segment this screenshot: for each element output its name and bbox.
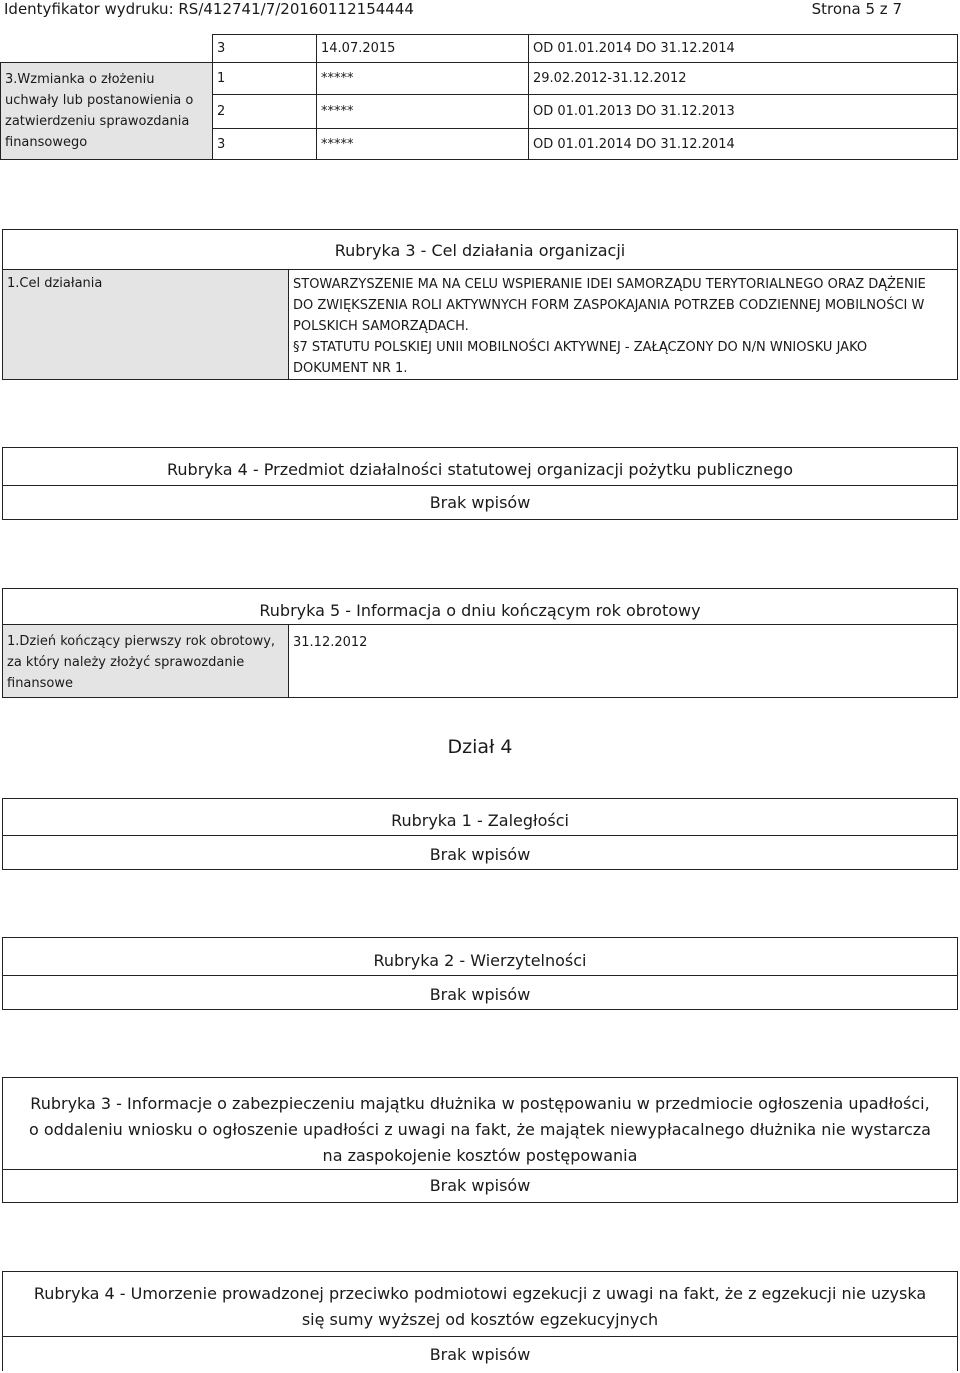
section-bankruptcy-security — [2, 1077, 958, 1203]
reports-table — [0, 34, 958, 160]
section-value: Brak wpisów — [429, 1345, 531, 1364]
table-row — [1, 35, 958, 63]
section-title: Rubryka 1 - Zaległości — [3, 799, 957, 836]
row-period: OD 01.01.2014 DO 31.12.2014 — [529, 35, 958, 63]
section-value: Brak wpisów — [429, 985, 531, 1004]
section-statutory-activity — [2, 447, 958, 520]
row-number: 1 — [213, 63, 317, 95]
section-enforcement-discontinued — [2, 1271, 958, 1371]
row-period: OD 01.01.2013 DO 31.12.2013 — [529, 95, 958, 129]
field-label: 3.Wzmianka o złożeniu uchwały lub postanowienia o zatwierdzeniu sprawozdania finansowego — [1, 63, 213, 160]
division-title: Dział 4 — [447, 736, 513, 758]
row-number: 2 — [213, 95, 317, 129]
section-arrears — [2, 798, 958, 870]
fiscal-value: 31.12.2012 — [293, 635, 368, 650]
row-period: OD 01.01.2014 DO 31.12.2014 — [529, 129, 958, 160]
goal-statute-reference: §7 STATUTU POLSKIEJ UNII MOBILNOŚCI AKTYWNEJ - ZAŁĄCZONY DO N/N WNIOSKU JAKO DOKUMENT NR 1. — [293, 340, 868, 376]
section-fiscal-year — [2, 588, 958, 698]
section-value: Brak wpisów — [429, 1176, 531, 1195]
goal-label-cell — [3, 270, 289, 379]
section-goal — [2, 229, 958, 380]
table-row — [1, 63, 958, 95]
section-title: Rubryka 4 - Przedmiot działalności statutowej organizacji pożytku publicznego — [3, 448, 957, 486]
goal-label: 1.Cel działania — [7, 276, 103, 291]
fiscal-label-cell — [3, 625, 289, 697]
row-number: 3 — [213, 35, 317, 63]
page-number: Strona 5 z 7 — [811, 0, 902, 18]
print-identifier: Identyfikator wydruku: RS/412741/7/20160112154444 — [4, 0, 414, 18]
section-title: Rubryka 5 - Informacja o dniu kończącym rok obrotowy — [3, 589, 957, 625]
section-title: Rubryka 4 - Umorzenie prowadzonej przeciwko podmiotowi egzekucji z uwagi na fakt, że z egzekucji nie uzyska się sumy wyższej od kosztów egzekucyjnych — [3, 1272, 957, 1337]
row-mark: ***** — [317, 129, 529, 160]
goal-text — [293, 274, 943, 379]
section-receivables — [2, 937, 958, 1010]
fiscal-label: 1.Dzień kończący pierwszy rok obrotowy, za który należy złożyć sprawozdanie finansowe — [7, 634, 276, 691]
section-title: Rubryka 3 - Cel działania organizacji — [3, 230, 957, 270]
section-title: Rubryka 2 - Wierzytelności — [3, 938, 957, 976]
row-number: 3 — [213, 129, 317, 160]
section-value: Brak wpisów — [429, 845, 531, 864]
row-period: 29.02.2012-31.12.2012 — [529, 63, 958, 95]
section-value: Brak wpisów — [429, 493, 531, 512]
section-title: Rubryka 3 - Informacje o zabezpieczeniu majątku dłużnika w postępowaniu w przedmiocie ogłoszenia upadłości, o oddaleniu wniosku o ogłoszenie upadłości z uwagi na fakt, że majątek niewypłacalnego dłużnika nie wystarcza na zaspokojenie kosztów postępowania — [3, 1078, 957, 1170]
row-mark: ***** — [317, 95, 529, 129]
row-date: 14.07.2015 — [317, 35, 529, 63]
goal-description: STOWARZYSZENIE MA NA CELU WSPIERANIE IDEI SAMORZĄDU TERYTORIALNEGO ORAZ DĄŻENIE DO ZWIĘKSZENIA ROLI AKTYWNYCH FORM ZASPOKAJANIA POTRZEB CODZIENNEJ MOBILNOŚCI W POLSKICH SAMORZĄDACH. — [293, 277, 926, 334]
row-mark: ***** — [317, 63, 529, 95]
